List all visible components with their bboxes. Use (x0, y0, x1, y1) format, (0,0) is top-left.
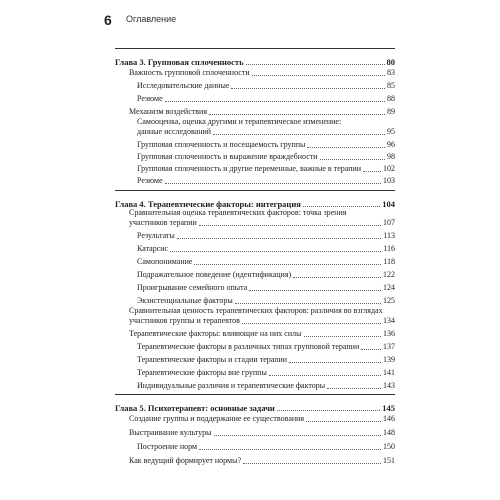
toc-entry: данные исследований 95 (137, 127, 395, 136)
toc-entry: Результаты 113 (137, 231, 395, 240)
toc-entry: Групповая сплоченность и другие переменные, важные в терапии 102 (137, 164, 395, 173)
toc-entry: Индивидуальные различия и терапевтические факторы 143 (137, 381, 395, 390)
chapter-title: Глава 5. Психотерапевт: основные задачи (115, 403, 275, 413)
toc-entry-line1: Сравнительная ценность терапевтических факторов: различия во взглядах (129, 306, 383, 315)
toc-entry: Терапевтические факторы в различных типах групповой терапии 137 (137, 342, 395, 351)
toc-entry: Исследовательские данные 85 (137, 81, 395, 90)
toc-entry: Групповая сплоченность и выражение враждебности 98 (137, 152, 395, 161)
toc-entry: Резюме 103 (137, 176, 395, 185)
chapter-divider (115, 48, 395, 49)
chapter-5-heading (115, 398, 395, 413)
chapter-title: Глава 3. Групповая сплоченность (115, 57, 244, 67)
toc-entry: участников группы и терапевтов 134 (129, 316, 395, 325)
chapter-4-heading (115, 194, 395, 209)
toc-entry: Проигрывание семейного опыта 124 (137, 283, 395, 292)
page-header (104, 12, 404, 32)
chapter-page: 145 (382, 403, 395, 413)
page-number: 6 (104, 12, 112, 28)
toc-entry: участников терапии 107 (129, 218, 395, 227)
running-title: Оглавление (126, 14, 177, 24)
chapter-divider (115, 190, 395, 191)
toc-entry: Групповая сплоченность и посещаемость группы 96 (137, 140, 395, 149)
toc-entry: Построение норм 150 (137, 442, 395, 451)
toc-entry: Терапевтические факторы: влияющие на них силы 136 (129, 329, 395, 338)
toc-entry: Важность групповой сплоченности 83 (129, 68, 395, 77)
chapter-3-heading (115, 52, 395, 67)
toc-entry: Резюме 88 (137, 94, 395, 103)
toc-entry: Терапевтические факторы вне группы 141 (137, 368, 395, 377)
toc-entry: Выстраивание культуры 148 (129, 428, 395, 437)
toc-entry: Катарсис 116 (137, 244, 395, 253)
toc-entry: Терапевтические факторы и стадии терапии 139 (137, 355, 395, 364)
chapter-divider (115, 394, 395, 395)
toc-entry-line1: Самооценка, оценка другими и терапевтическое изменение: (137, 117, 342, 126)
chapter-title: Глава 4. Терапевтические факторы: интеграция (115, 199, 301, 209)
toc-entry-line1: Сравнительная оценка терапевтических факторов: точка зрения (129, 208, 347, 217)
chapter-page: 80 (386, 57, 395, 67)
toc-entry: Экзистенциальные факторы 125 (137, 296, 395, 305)
toc-entry: Самопонимание 118 (137, 257, 395, 266)
toc-entry: Механизм воздействия 89 (129, 107, 395, 116)
toc-entry: Как ведущий формирует нормы? 151 (129, 456, 395, 465)
toc-entry: Подражательное поведение (идентификация) 122 (137, 270, 395, 279)
toc-entry: Создание группы и поддержание ее существования 146 (129, 414, 395, 423)
chapter-page: 104 (382, 199, 395, 209)
